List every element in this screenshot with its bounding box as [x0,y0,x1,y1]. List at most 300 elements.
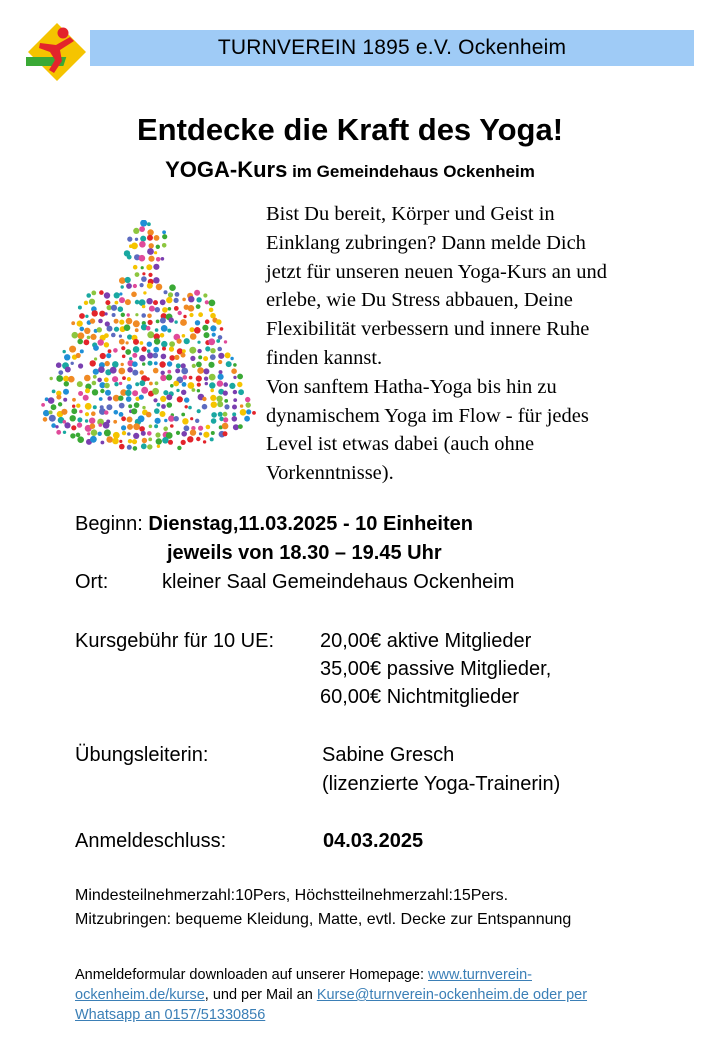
mosaic-dot [126,396,132,402]
mosaic-dot [229,383,235,389]
mosaic-dot [142,362,145,365]
mosaic-dot [71,408,77,414]
intro-line: Flexibilität verbessern und innere Ruhe [266,318,590,341]
mosaic-dot [85,419,88,422]
mosaic-dot [152,388,159,395]
mosaic-dot [43,410,49,416]
mosaic-dot [233,390,237,394]
mosaic-dot [124,324,131,331]
mosaic-dot [126,384,132,390]
homepage-link-cont[interactable]: ockenheim.de/kurse [75,987,205,1003]
mosaic-dot [198,426,203,431]
mosaic-dot [217,401,223,407]
instructor-label: Übungsleiterin: [75,744,209,766]
mosaic-dot [174,355,179,360]
mosaic-dot [100,353,106,359]
mosaic-dot [148,256,154,262]
mosaic-dot [141,443,147,449]
mosaic-dot [98,339,104,345]
mosaic-dot [155,307,160,312]
mosaic-dot [174,306,179,311]
mosaic-dot [121,425,126,430]
mosaic-dot [153,300,158,305]
mosaic-dot [197,409,201,413]
mosaic-dot [168,307,172,311]
mosaic-dot [203,293,207,297]
mosaic-dot [127,313,130,316]
intro-line: jetzt für unseren neuen Yoga-Kurs an und [266,260,608,283]
mosaic-dot [216,396,222,402]
homepage-link[interactable]: www.turnverein- [428,967,532,983]
mosaic-dot [141,431,146,436]
registration-footer [75,965,695,1025]
mosaic-dot [127,377,131,381]
mosaic-dot [244,416,250,422]
mosaic-dot [149,425,153,429]
mosaic-dot [119,412,124,417]
mosaic-dot [156,245,160,249]
mosaic-dot [160,333,165,338]
mosaic-dot [133,228,139,234]
mosaic-dot [184,338,190,344]
mosaic-dot [155,381,159,385]
mosaic-dot [64,422,70,428]
mosaic-dot [127,237,132,242]
mosaic-dot [188,305,195,312]
mosaic-dot [56,430,61,435]
mosaic-dot [209,308,214,313]
mosaic-dot [106,404,112,410]
mosaic-dot [218,335,223,340]
mosaic-dot [131,243,138,250]
mosaic-dot [104,383,110,389]
mosaic-dot [148,273,152,277]
intro-line: Bist Du bereit, Körper und Geist in [266,203,555,225]
mosaic-dot [195,320,200,325]
mosaic-dot [121,346,125,350]
mosaic-dot [166,374,172,380]
mosaic-dot [139,355,146,362]
mosaic-dot [127,334,132,339]
mosaic-dot [119,403,125,409]
mosaic-dot [196,297,201,302]
mosaic-dot [166,297,172,303]
mosaic-dot [162,243,167,248]
mosaic-dot [112,313,116,317]
place-value: kleiner Saal Gemeindehaus Ockenheim [162,571,515,593]
mosaic-dot [194,327,201,334]
mosaic-dot [146,412,152,418]
mosaic-dot [210,437,214,441]
mosaic-dot [106,436,113,443]
mosaic-dot [64,381,69,386]
mosaic-dot [182,418,188,424]
mosaic-dot [190,333,197,340]
mosaic-dot [119,292,122,295]
mosaic-dot [160,375,166,381]
mosaic-dot [139,380,145,386]
mosaic-dot [105,312,108,315]
mosaic-dot [161,404,166,409]
mosaic-dot [155,418,161,424]
mosaic-dot [118,396,123,401]
mosaic-dot [182,349,186,353]
mosaic-dot [208,362,214,368]
mosaic-dot [121,313,125,317]
mosaic-dot [98,319,103,324]
mosaic-dot [142,305,146,309]
mosaic-dot [223,417,228,422]
mosaic-dot [56,395,61,400]
mosaic-dot [76,433,81,438]
mosaic-dot [210,348,215,353]
mosaic-dot [192,388,196,392]
mosaic-dot [77,339,83,345]
mosaic-dot [196,362,202,368]
mosaic-dot [154,235,160,241]
mosaic-dot [209,382,215,388]
mosaic-dot [91,411,96,416]
mosaic-dot [147,444,152,449]
mosaic-dot [223,412,228,417]
fee-label: Kursgebühr für 10 UE: [75,630,274,652]
mosaic-dot [232,405,237,410]
mosaic-dot [176,363,181,368]
mosaic-dot [209,374,216,381]
mosaic-dot [56,375,63,382]
mosaic-dot [170,424,174,428]
mosaic-dot [132,353,137,358]
mosaic-dot [169,341,175,347]
mosaic-dot [218,360,222,364]
mosaic-dot [89,418,95,424]
mosaic-dot [153,347,159,353]
mosaic-dot [125,349,131,355]
mosaic-dot [232,416,238,422]
mosaic-dot [71,362,74,365]
mosaic-dot [122,355,126,359]
mosaic-dot [86,293,91,298]
place-label: Ort: [75,571,109,593]
mosaic-dot [99,311,105,317]
mosaic-dot [51,423,56,428]
mosaic-dot [182,382,187,387]
mosaic-dot [224,404,229,409]
mosaic-dot [87,432,90,435]
mosaic-dot [181,368,188,375]
mail-link[interactable]: Kurse@turnverein-ockenheim.de oder per [316,987,588,1003]
intro-line: Vorkenntnisse). [266,462,394,485]
mosaic-dot [218,374,224,380]
time-value: jeweils von 18.30 – 19.45 Uhr [167,542,442,564]
mosaic-dot [237,382,242,387]
mosaic-dot [114,319,119,324]
mosaic-dot [78,363,83,368]
mosaic-dot [177,339,182,344]
intro-line: erlebe, wie Du Stress abbauen, Deine [266,289,573,312]
mosaic-dot [149,243,154,248]
mosaic-dot [50,377,53,380]
mosaic-dot [197,389,200,392]
mosaic-dot [204,332,210,338]
mosaic-dot [135,382,139,386]
mosaic-dot [190,356,195,361]
mosaic-dot [147,331,154,338]
mosaic-dot [78,306,82,310]
mosaic-dot [126,283,132,289]
mosaic-dot [63,389,69,395]
mosaic-dot [205,382,208,385]
mosaic-dot [156,320,160,324]
mosaic-dot [64,354,70,360]
mosaic-dot [79,313,85,319]
mosaic-dot [139,395,144,400]
mosaic-dot [233,424,239,430]
mosaic-dot [231,368,237,374]
mosaic-dot [216,339,220,343]
mosaic-dot [181,413,185,417]
mosaic-dot [203,432,209,438]
mosaic-dot [133,346,140,353]
subtitle-location: im Gemeindehaus Ockenheim [287,162,535,181]
mosaic-dot [245,397,250,402]
mosaic-dot [190,327,195,332]
mosaic-dot [111,305,117,311]
mosaic-dot [174,416,179,421]
mosaic-dot [205,300,209,304]
mosaic-dot [113,420,117,424]
mosaic-dot [58,402,62,406]
mosaic-dot [78,391,83,396]
mosaic-dot [189,347,196,354]
mosaic-dot [156,257,161,262]
mosaic-dot [147,235,153,241]
mosaic-dot [217,380,223,386]
whatsapp-link[interactable]: Whatsapp an 0157/51330856 [75,1007,266,1023]
mosaic-dot [49,415,56,422]
mosaic-dot [142,406,145,409]
mosaic-dot [240,409,247,416]
mosaic-dot [197,341,200,344]
mosaic-dot [202,404,208,410]
mosaic-dot [197,349,201,353]
mosaic-dot [230,357,233,360]
instructor-note: (lizenzierte Yoga-Trainerin) [322,773,561,795]
mosaic-dot [147,222,151,226]
mosaic-dot [252,411,256,415]
start-label: Beginn: [75,513,149,535]
mosaic-dot [140,236,146,242]
mosaic-dot [72,398,76,402]
mosaic-dot [133,265,138,270]
mosaic-dot [90,423,96,429]
mosaic-dot [80,327,85,332]
mosaic-dot [188,296,194,302]
mosaic-dot [98,366,105,373]
mosaic-dot [121,363,124,366]
mosaic-dot [219,370,223,374]
mosaic-dot [146,377,150,381]
mosaic-dot [105,390,111,396]
mosaic-dot [143,291,146,294]
mosaic-dot [164,290,168,294]
mosaic-dot [119,339,125,345]
mosaic-dot [132,370,138,376]
mosaic-dot [69,346,76,353]
mosaic-dot [184,397,189,402]
mosaic-dot [132,390,138,396]
mosaic-dot [162,234,167,239]
mosaic-dot [233,376,236,379]
mosaic-dot [104,429,111,436]
mosaic-dot [163,426,168,431]
mosaic-dot [211,431,215,435]
mosaic-dot [210,354,216,360]
mosaic-dot [196,304,201,309]
mosaic-dot [131,292,137,298]
mosaic-dot [94,357,97,360]
mosaic-dot [114,327,119,332]
mosaic-dot [189,313,193,317]
mosaic-dot [133,423,140,430]
mosaic-dot [233,398,237,402]
mosaic-dot [141,387,148,394]
mosaic-dot [113,432,120,439]
mosaic-dot [51,404,57,410]
mosaic-dot [127,445,132,450]
mosaic-dot [210,389,214,393]
mosaic-dot [122,431,126,435]
mosaic-dot [48,397,55,404]
footer-middle: , und per Mail an [204,987,317,1003]
mosaic-dot [119,277,126,284]
intro-line: Von sanftem Hatha-Yoga bis hin zu [266,375,557,398]
mosaic-dot [63,431,66,434]
deadline-value [323,830,423,853]
mosaic-dot [240,404,243,407]
intro-line: Level ist etwas dabei (auch ohne [266,433,535,456]
mosaic-dot [237,374,243,380]
mosaic-dot [153,264,159,270]
mosaic-dot [147,248,154,255]
mosaic-dot [178,311,182,315]
mosaic-dot [208,338,215,345]
mosaic-dot [188,382,195,389]
mosaic-dot [127,417,133,423]
mosaic-dot [105,300,110,305]
mosaic-dot [113,348,118,353]
mosaic-dot [147,342,152,347]
mosaic-dot [90,360,96,366]
mosaic-dot [119,382,122,385]
mosaic-dot [93,345,99,351]
mosaic-dot [112,376,118,382]
mosaic-dot [99,397,103,401]
mosaic-dot [104,333,109,338]
mosaic-dot [83,395,89,401]
mosaic-dot [85,388,90,393]
mosaic-dot [155,328,159,332]
mosaic-dot [49,410,53,414]
mosaic-dot [226,361,232,367]
mosaic-dot [203,368,209,374]
mosaic-dot [142,438,147,443]
mosaic-dot [63,350,66,353]
mosaic-dot [104,410,108,414]
deadline-date: 04.03.2025 [323,830,424,852]
mosaic-dot [175,292,180,297]
mosaic-dot [220,327,224,331]
mosaic-dot [114,382,118,386]
mosaic-dot [160,411,166,417]
mosaic-dot [189,376,193,380]
mosaic-dot [222,423,229,430]
page-title: Entdecke die Kraft des Yoga! [136,112,564,147]
mosaic-dot [198,312,203,317]
mosaic-dot [43,417,48,422]
mosaic-dot [140,220,147,227]
mosaic-dot [115,301,119,305]
mosaic-dot [156,438,162,444]
mosaic-dot [162,437,169,444]
mosaic-dot [223,431,228,436]
mosaic-dot [133,446,138,451]
mosaic-dot [107,396,112,401]
start-row [75,513,473,536]
club-name: TURNVEREIN 1895 e.V. Ockenheim [217,36,567,59]
mosaic-dot [224,340,227,343]
mosaic-dot [87,336,91,340]
mosaic-dot [169,317,174,322]
mosaic-dot [76,353,81,358]
mosaic-dot [159,361,165,367]
mosaic-dot [197,383,201,387]
mosaic-dot [225,352,231,358]
mosaic-dot [58,370,63,375]
mosaic-dot [97,378,102,383]
mosaic-dot [135,328,139,332]
mosaic-dot [128,404,132,408]
mosaic-dot [93,405,97,409]
mosaic-dot [140,283,144,287]
mosaic-dot [65,367,71,373]
mosaic-dot [139,241,146,248]
mosaic-dot [77,321,83,327]
mosaic-dot [112,361,119,368]
mosaic-dot [147,283,153,289]
mosaic-dot [211,412,217,418]
mosaic-dot [104,292,110,298]
mosaic-dot [68,376,75,383]
mosaic-dot [127,432,131,436]
mosaic-dot [92,381,97,386]
mosaic-dot [92,389,98,395]
mosaic-dot [71,321,75,325]
mosaic-dot [211,402,217,408]
mosaic-dot [174,320,177,323]
mosaic-dot [167,402,173,408]
mosaic-dot [224,399,228,403]
mosaic-dot [127,367,133,373]
mosaic-dot [166,394,172,400]
mosaic-dot [80,349,84,353]
mosaic-dot [98,432,102,436]
mosaic-dot [122,376,126,380]
mosaic-dot [148,438,152,442]
mosaic-dot [110,367,117,374]
mosaic-dot [211,418,217,424]
mosaic-dot [180,319,187,326]
